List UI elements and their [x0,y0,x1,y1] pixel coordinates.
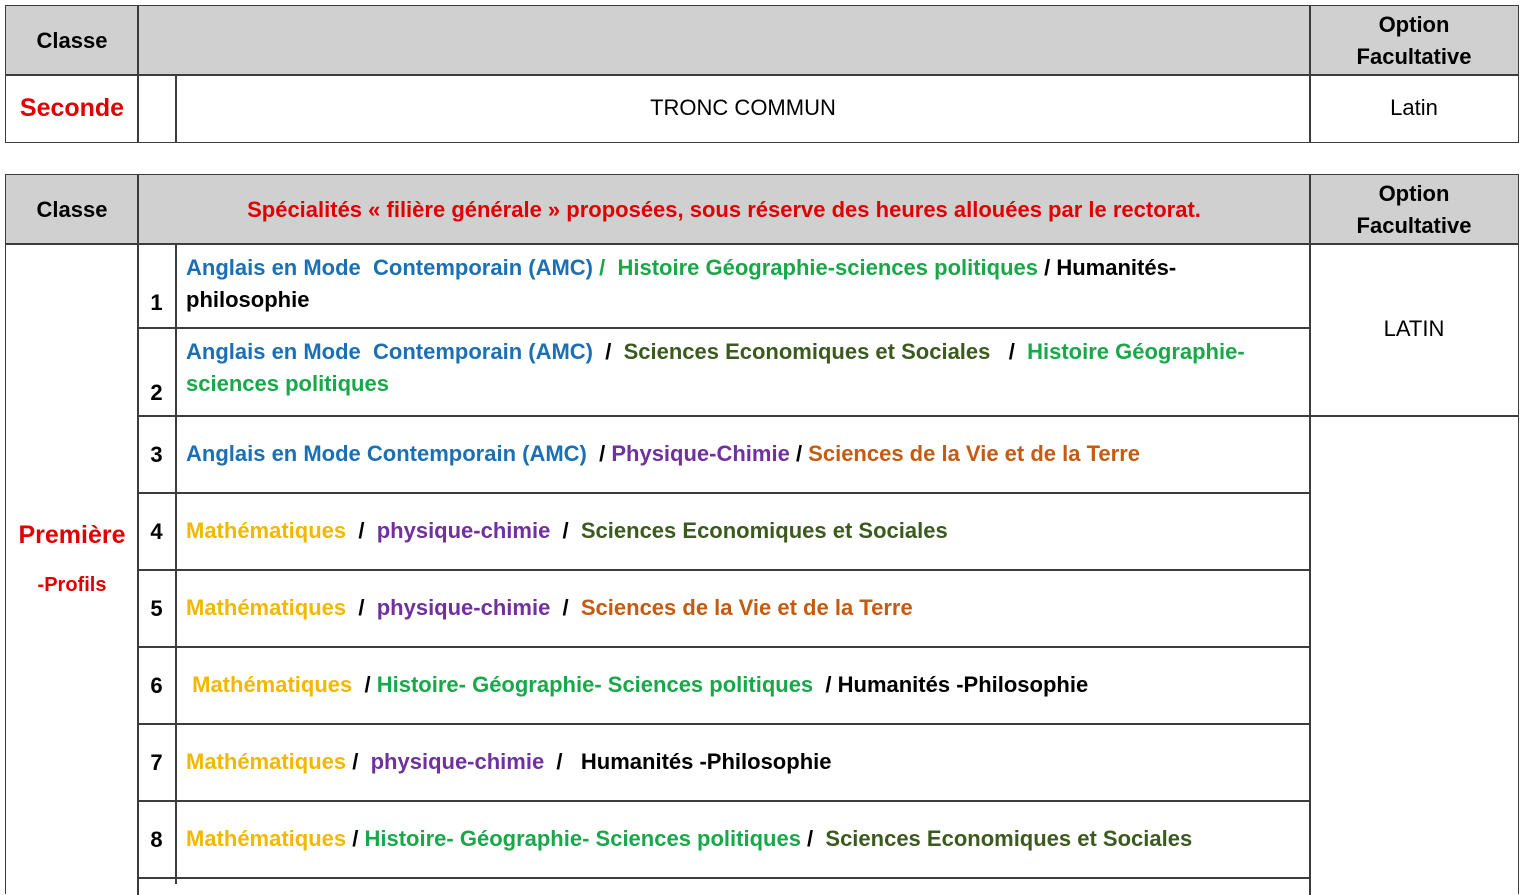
header-option-label: Option Facultative [1356,11,1472,69]
profile-specialty: Humanités -Philosophie [580,749,832,774]
tronc-commun-cell [176,75,1310,141]
profile-number [138,493,175,570]
profile-row [176,724,1309,801]
profile-row [176,647,1309,724]
latin-option-cell [1310,244,1518,416]
profile-number [138,244,175,328]
divider [1309,6,1311,142]
profile-number [138,801,175,878]
divider [137,175,139,895]
header-option-2 [1310,175,1518,244]
profile-specialty: / [586,441,612,466]
profils-text: -Profils [37,574,107,596]
seconde-text: Seconde [19,93,125,122]
profile-row [176,570,1309,647]
profile-number-text: 1 [150,290,163,315]
profile-row [176,801,1309,878]
header-option-2-label: Option Facultative [1356,180,1472,238]
latin-option-text: LATIN [1383,316,1445,341]
profile-number [138,416,175,493]
profile-number-text: 3 [150,441,163,467]
profile-specialty: physique-chimie [376,518,551,543]
header-middle [138,6,1310,75]
profile-row [176,493,1309,570]
profile-specialty: Anglais en Mode Contemporain (AMC) [186,255,593,280]
specialites-title-text: Spécialités « filière générale » proposées, sous réserve des heures allouées par le rectorat. [247,196,1201,222]
profile-specialty: Histoire Géographie-sciences politiques [186,339,1245,396]
header-classe-2-label: Classe [36,196,108,222]
profile-specialty: Sciences Economiques et Sociales [825,826,1193,851]
seconde-label [6,75,138,141]
profile-number-text: 6 [150,672,163,698]
profile-specialty: / [550,595,581,620]
profile-specialty: Mathématiques [186,826,347,851]
profile-row [176,416,1309,493]
divider [175,75,177,142]
profile-specialty: physique-chimie [376,595,551,620]
tronc-commun-text: TRONC COMMUN [650,95,836,120]
profile-number [138,647,175,724]
divider [6,74,1518,76]
profile-specialty: / [544,749,581,774]
profile-specialty: Sciences de la Vie et de la Terre [808,441,1140,466]
profile-specialty: / [800,826,826,851]
profile-specialty: / [550,518,581,543]
seconde-table [5,5,1519,143]
profile-specialty: Anglais en Mode Contemporain (AMC) [186,339,593,364]
profile-specialty: Anglais en Mode Contemporain (AMC) [186,441,587,466]
profile-specialty: / [789,441,809,466]
profile-number [138,570,175,647]
profile-specialty: Physique-Chimie [611,441,790,466]
profile-row [176,328,1309,416]
profile-specialty: Mathématiques [186,672,353,697]
profile-number-text: 4 [150,518,163,544]
divider [137,877,1310,879]
profile-number-text: 2 [150,380,163,405]
profile-specialty: Humanités -Philosophie [837,672,1089,697]
profile-specialty: / [593,339,624,364]
profile-specialty: / [346,826,365,851]
profile-row [176,244,1309,328]
profile-specialty: / [352,672,377,697]
divider [6,243,1518,245]
profile-specialty: Mathématiques [186,518,347,543]
seconde-option-text: Latin [1390,95,1438,120]
profile-specialty: Histoire- Géographie- Sciences politiques [376,672,814,697]
profile-specialty: / [346,749,371,774]
profile-specialty: / [346,595,377,620]
divider [137,6,139,142]
profile-specialty: Histoire Géographie-sciences politiques [611,255,1039,280]
profile-number-text: 5 [150,595,163,621]
specialites-title [138,175,1310,244]
header-classe-label: Classe [36,27,108,53]
profile-specialty: Histoire- Géographie- Sciences politiques [364,826,801,851]
premiere-text: Première [18,521,126,549]
profile-specialty: Sciences de la Vie et de la Terre [580,595,913,620]
divider [175,244,177,884]
profile-specialty: / [813,672,838,697]
profile-number [138,724,175,801]
profile-specialty: physique-chimie [370,749,545,774]
profile-specialty: / [990,339,1028,364]
profile-number [138,328,175,416]
header-classe-2 [6,175,138,244]
profile-specialty: Mathématiques [186,595,347,620]
header-classe [6,6,138,75]
profile-specialty: Sciences Economiques et Sociales [580,518,948,543]
premiere-label [6,244,138,884]
profile-specialty: Humanités-philosophie [186,255,1177,312]
profile-specialty: / [1038,255,1057,280]
header-option [1310,6,1518,75]
premiere-table [5,174,1519,894]
divider [1309,175,1311,895]
profile-number-text: 7 [150,749,163,775]
profile-number-text: 8 [150,826,163,852]
profile-specialty: Sciences Economiques et Sociales [623,339,991,364]
profile-specialty: Mathématiques [186,749,347,774]
profile-specialty: / [346,518,377,543]
divider [1309,415,1518,417]
seconde-option-cell [1310,75,1518,141]
profile-specialty: / [593,255,612,280]
